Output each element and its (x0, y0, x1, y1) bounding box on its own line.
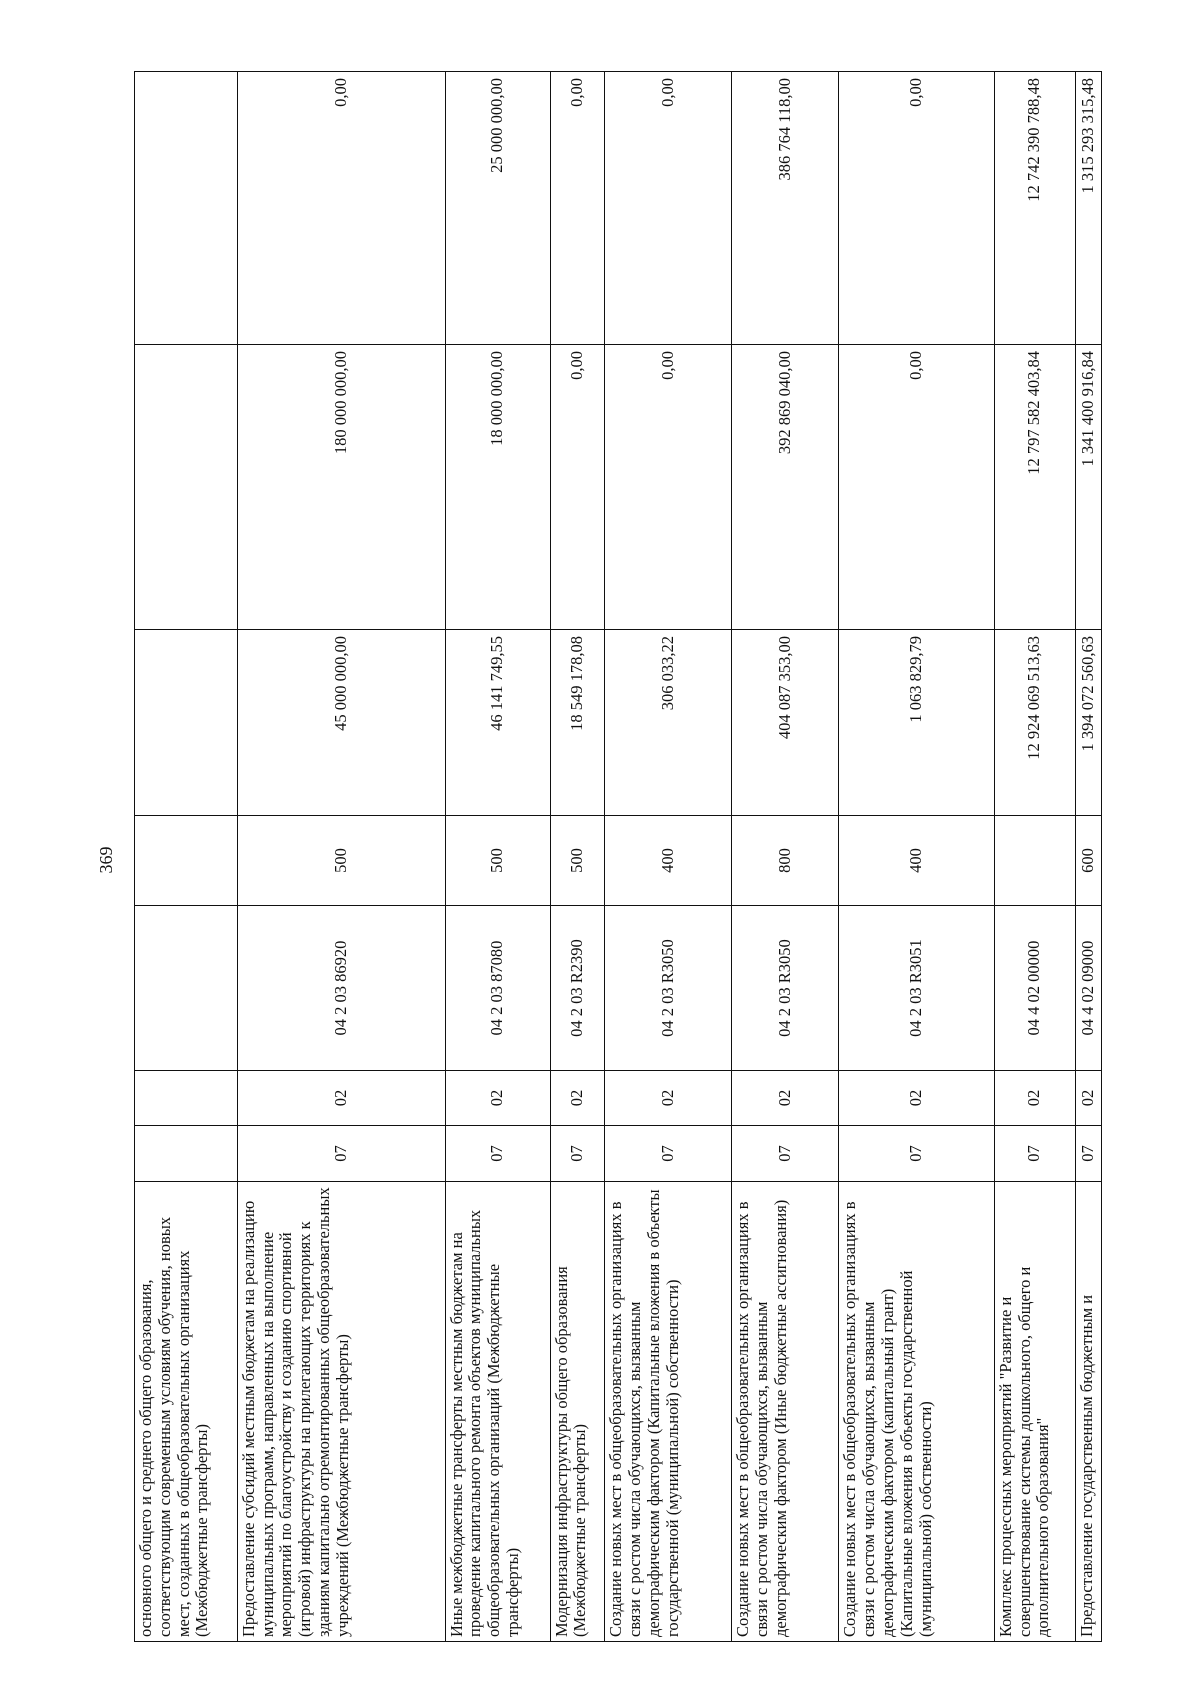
row-csr: 04 2 03 86920 (237, 906, 445, 1071)
row-sum-2 (135, 345, 238, 630)
row-sum-2: 0,00 (550, 345, 605, 630)
row-vr: 400 (839, 816, 994, 906)
row-csr (135, 906, 238, 1071)
row-name: Предоставление субсидий местным бюджетам на реализацию муниципальных программ, направленных на выполнение мероприятий по благоустройству и созданию спортивной (игровой) инфраструктуры на прилегающих территориях к зданиям капитально отремонтированных общеобразовательных учреждений (Межбюджетные трансферты) (237, 1182, 445, 1642)
row-name: Комплекс процессных мероприятий "Развитие и совершенствование системы дошкольного, общего и дополнительного образования" (994, 1182, 1075, 1642)
row-name: Создание новых мест в общеобразовательных организациях в связи с ростом числа обучающихся, вызванным демографическим фактором (Капитальные вложения в объекты государственной (муниципальной) собственности) (605, 1182, 732, 1642)
row-sum-3: 0,00 (839, 72, 994, 345)
row-vr: 500 (237, 816, 445, 906)
row-sum-2: 0,00 (839, 345, 994, 630)
row-sum-3: 0,00 (237, 72, 445, 345)
table-row (605, 72, 732, 1642)
row-rz: 07 (550, 1126, 605, 1182)
table-row (237, 72, 445, 1642)
row-pr: 02 (605, 1071, 732, 1126)
row-sum-3: 25 000 000,00 (445, 72, 550, 345)
row-pr: 02 (237, 1071, 445, 1126)
row-sum-2: 1 341 400 916,84 (1075, 345, 1101, 630)
row-name: Создание новых мест в общеобразовательных организациях в связи с ростом числа обучающихся, вызванным демографическим фактором (Иные бюджетные ассигнования) (732, 1182, 839, 1642)
row-vr: 500 (445, 816, 550, 906)
row-rz: 07 (237, 1126, 445, 1182)
row-csr: 04 4 02 09000 (1075, 906, 1101, 1071)
row-sum-2: 392 869 040,00 (732, 345, 839, 630)
row-sum-1: 45 000 000,00 (237, 630, 445, 816)
table-row (550, 72, 605, 1642)
row-sum-3: 386 764 118,00 (732, 72, 839, 345)
table-row (445, 72, 550, 1642)
row-pr: 02 (994, 1071, 1075, 1126)
table-row (135, 72, 238, 1642)
row-vr: 800 (732, 816, 839, 906)
row-pr: 02 (839, 1071, 994, 1126)
row-vr: 400 (605, 816, 732, 906)
row-sum-3: 1 315 293 315,48 (1075, 72, 1101, 345)
row-name: Модернизация инфраструктуры общего образования (Межбюджетные трансферты) (550, 1182, 605, 1642)
row-rz: 07 (445, 1126, 550, 1182)
row-rz: 07 (994, 1126, 1075, 1182)
row-vr: 600 (1075, 816, 1101, 906)
page-number: 369 (96, 846, 116, 874)
row-sum-1: 306 033,22 (605, 630, 732, 816)
row-sum-1: 1 063 829,79 (839, 630, 994, 816)
row-sum-3: 0,00 (605, 72, 732, 345)
row-pr: 02 (1075, 1071, 1101, 1126)
row-sum-2: 12 797 582 403,84 (994, 345, 1075, 630)
row-pr (135, 1071, 238, 1126)
row-vr (135, 816, 238, 906)
row-pr: 02 (445, 1071, 550, 1126)
row-sum-1: 46 141 749,55 (445, 630, 550, 816)
row-sum-3 (135, 72, 238, 345)
row-csr: 04 4 02 00000 (994, 906, 1075, 1071)
row-rz: 07 (1075, 1126, 1101, 1182)
row-csr: 04 2 03 R2390 (550, 906, 605, 1071)
budget-table (134, 71, 1102, 1642)
row-vr (994, 816, 1075, 906)
row-vr: 500 (550, 816, 605, 906)
row-sum-3: 12 742 390 788,48 (994, 72, 1075, 345)
row-sum-2: 0,00 (605, 345, 732, 630)
row-rz: 07 (839, 1126, 994, 1182)
row-sum-1: 1 394 072 560,63 (1075, 630, 1101, 816)
table-row (732, 72, 839, 1642)
budget-table-rotated (134, 72, 1102, 1642)
row-csr: 04 2 03 87080 (445, 906, 550, 1071)
row-sum-1: 18 549 178,08 (550, 630, 605, 816)
row-name: Предоставление государственным бюджетным и (1075, 1182, 1101, 1642)
row-sum-2: 180 000 000,00 (237, 345, 445, 630)
row-name: основного общего и среднего общего образования, соответствующим современным условиям обучения, новых мест, созданных в общеобразовательных организациях (Межбюджетные трансферты) (135, 1182, 238, 1642)
row-sum-2: 18 000 000,00 (445, 345, 550, 630)
row-sum-1 (135, 630, 238, 816)
row-sum-1: 404 087 353,00 (732, 630, 839, 816)
row-rz (135, 1126, 238, 1182)
row-sum-3: 0,00 (550, 72, 605, 345)
row-pr: 02 (550, 1071, 605, 1126)
row-rz: 07 (605, 1126, 732, 1182)
row-rz: 07 (732, 1126, 839, 1182)
row-name: Создание новых мест в общеобразовательных организациях в связи с ростом числа обучающихся, вызванным демографическим фактором (капитальный грант) (Капитальные вложения в объекты государственной (муниципальной) собственности) (839, 1182, 994, 1642)
table-row (839, 72, 994, 1642)
row-pr: 02 (732, 1071, 839, 1126)
row-sum-1: 12 924 069 513,63 (994, 630, 1075, 816)
row-name: Иные межбюджетные трансферты местным бюджетам на проведение капитального ремонта объектов муниципальных общеобразовательных организаций (Межбюджетные трансферты) (445, 1182, 550, 1642)
row-csr: 04 2 03 R3050 (732, 906, 839, 1071)
table-row (994, 72, 1075, 1642)
row-csr: 04 2 03 R3050 (605, 906, 732, 1071)
row-csr: 04 2 03 R3051 (839, 906, 994, 1071)
table-row (1075, 72, 1101, 1642)
